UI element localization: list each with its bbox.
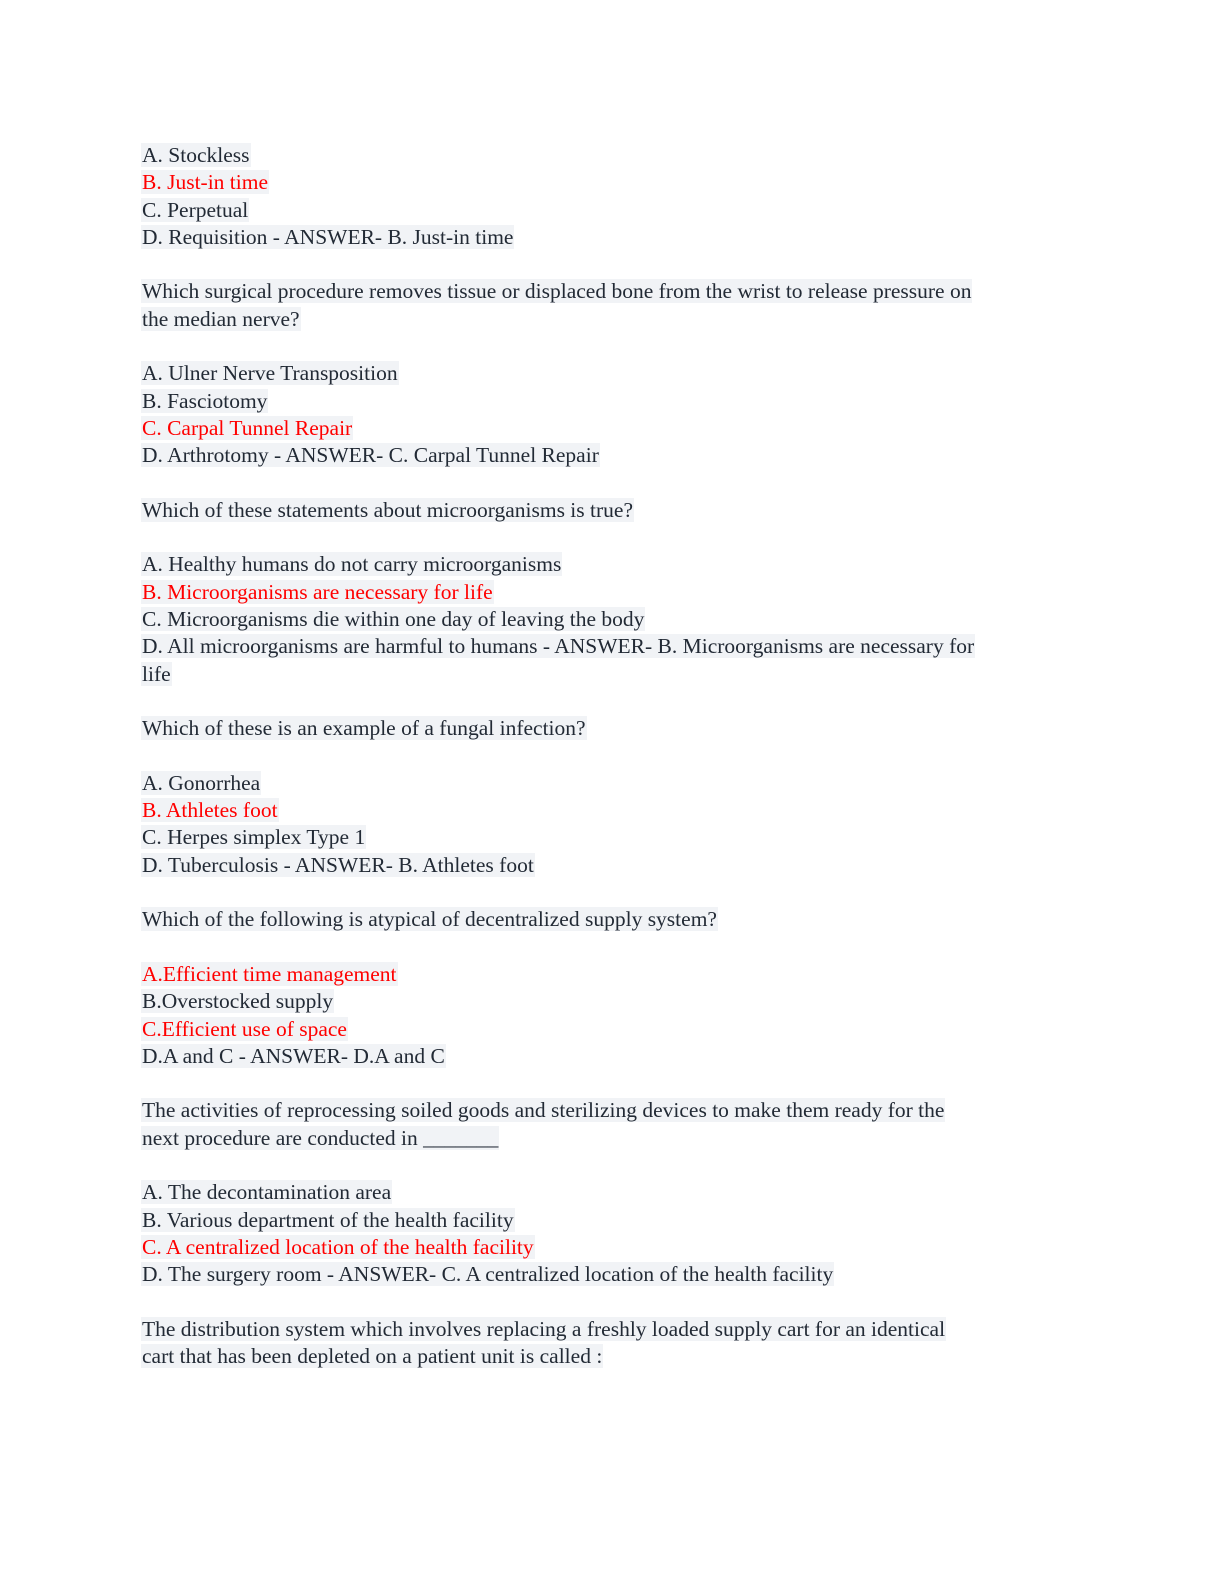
spacer: [142, 934, 1082, 961]
question-text: cart that has been depleted on a patient unit is called :: [142, 1344, 603, 1369]
correct-option-line: B. Athletes foot: [142, 798, 278, 823]
correct-option-line: B. Just-in time: [142, 170, 269, 195]
correct-option-line: C. Carpal Tunnel Repair: [142, 415, 353, 440]
spacer: [142, 524, 1082, 551]
option-line: B. Various department of the health facility: [142, 1207, 514, 1232]
answer-line: D.A and C - ANSWER- D.A and C: [142, 1043, 445, 1068]
question-block: [142, 1097, 1082, 1288]
option-line: A. The decontamination area: [142, 1180, 392, 1205]
question-block: [142, 278, 1082, 469]
spacer: [142, 251, 1082, 278]
correct-option-line: A.Efficient time management: [142, 961, 397, 986]
question-text: The activities of reprocessing soiled goods and sterilizing devices to make them ready for the: [142, 1098, 945, 1123]
question-text: Which of these statements about microorganisms is true?: [142, 497, 633, 522]
question-block: [142, 142, 1082, 251]
correct-option-line: B. Microorganisms are necessary for life: [142, 579, 493, 604]
spacer: [142, 1288, 1082, 1315]
option-line: B. Fasciotomy: [142, 388, 268, 413]
question-block: [142, 1316, 1082, 1371]
spacer: [142, 333, 1082, 360]
question-block: [142, 906, 1082, 1070]
option-line: A. Ulner Nerve Transposition: [142, 361, 398, 386]
question-block: [142, 497, 1082, 688]
spacer: [142, 743, 1082, 770]
answer-line: D. Arthrotomy - ANSWER- C. Carpal Tunnel Repair: [142, 443, 599, 468]
answer-line: D. Tuberculosis - ANSWER- B. Athletes foot: [142, 852, 534, 877]
question-text: next procedure are conducted in _______: [142, 1125, 499, 1150]
option-line: B.Overstocked supply: [142, 989, 334, 1014]
option-line: C. Perpetual: [142, 197, 249, 222]
answer-line-continued: life: [142, 661, 171, 686]
question-text: the median nerve?: [142, 306, 300, 331]
option-line: A. Healthy humans do not carry microorganisms: [142, 552, 562, 577]
question-text: Which surgical procedure removes tissue or displaced bone from the wrist to release pressure on: [142, 279, 972, 304]
option-line: A. Stockless: [142, 143, 250, 167]
spacer: [142, 470, 1082, 497]
spacer: [142, 879, 1082, 906]
document-page: [142, 142, 1082, 1370]
question-text: Which of the following is atypical of decentralized supply system?: [142, 907, 717, 932]
spacer: [142, 1152, 1082, 1179]
correct-option-line: C.Efficient use of space: [142, 1016, 347, 1041]
answer-line: D. Requisition - ANSWER- B. Just-in time: [142, 224, 514, 249]
answer-line: D. All microorganisms are harmful to humans - ANSWER- B. Microorganisms are necessary for: [142, 634, 975, 659]
option-line: A. Gonorrhea: [142, 770, 261, 795]
question-text: Which of these is an example of a fungal infection?: [142, 716, 586, 741]
option-line: C. Microorganisms die within one day of leaving the body: [142, 607, 645, 632]
question-text: The distribution system which involves replacing a freshly loaded supply cart for an identical: [142, 1316, 946, 1341]
spacer: [142, 1070, 1082, 1097]
spacer: [142, 688, 1082, 715]
option-line: C. Herpes simplex Type 1: [142, 825, 366, 850]
correct-option-line: C. A centralized location of the health facility: [142, 1234, 534, 1259]
answer-line: D. The surgery room - ANSWER- C. A centralized location of the health facility: [142, 1262, 834, 1287]
question-block: [142, 715, 1082, 879]
